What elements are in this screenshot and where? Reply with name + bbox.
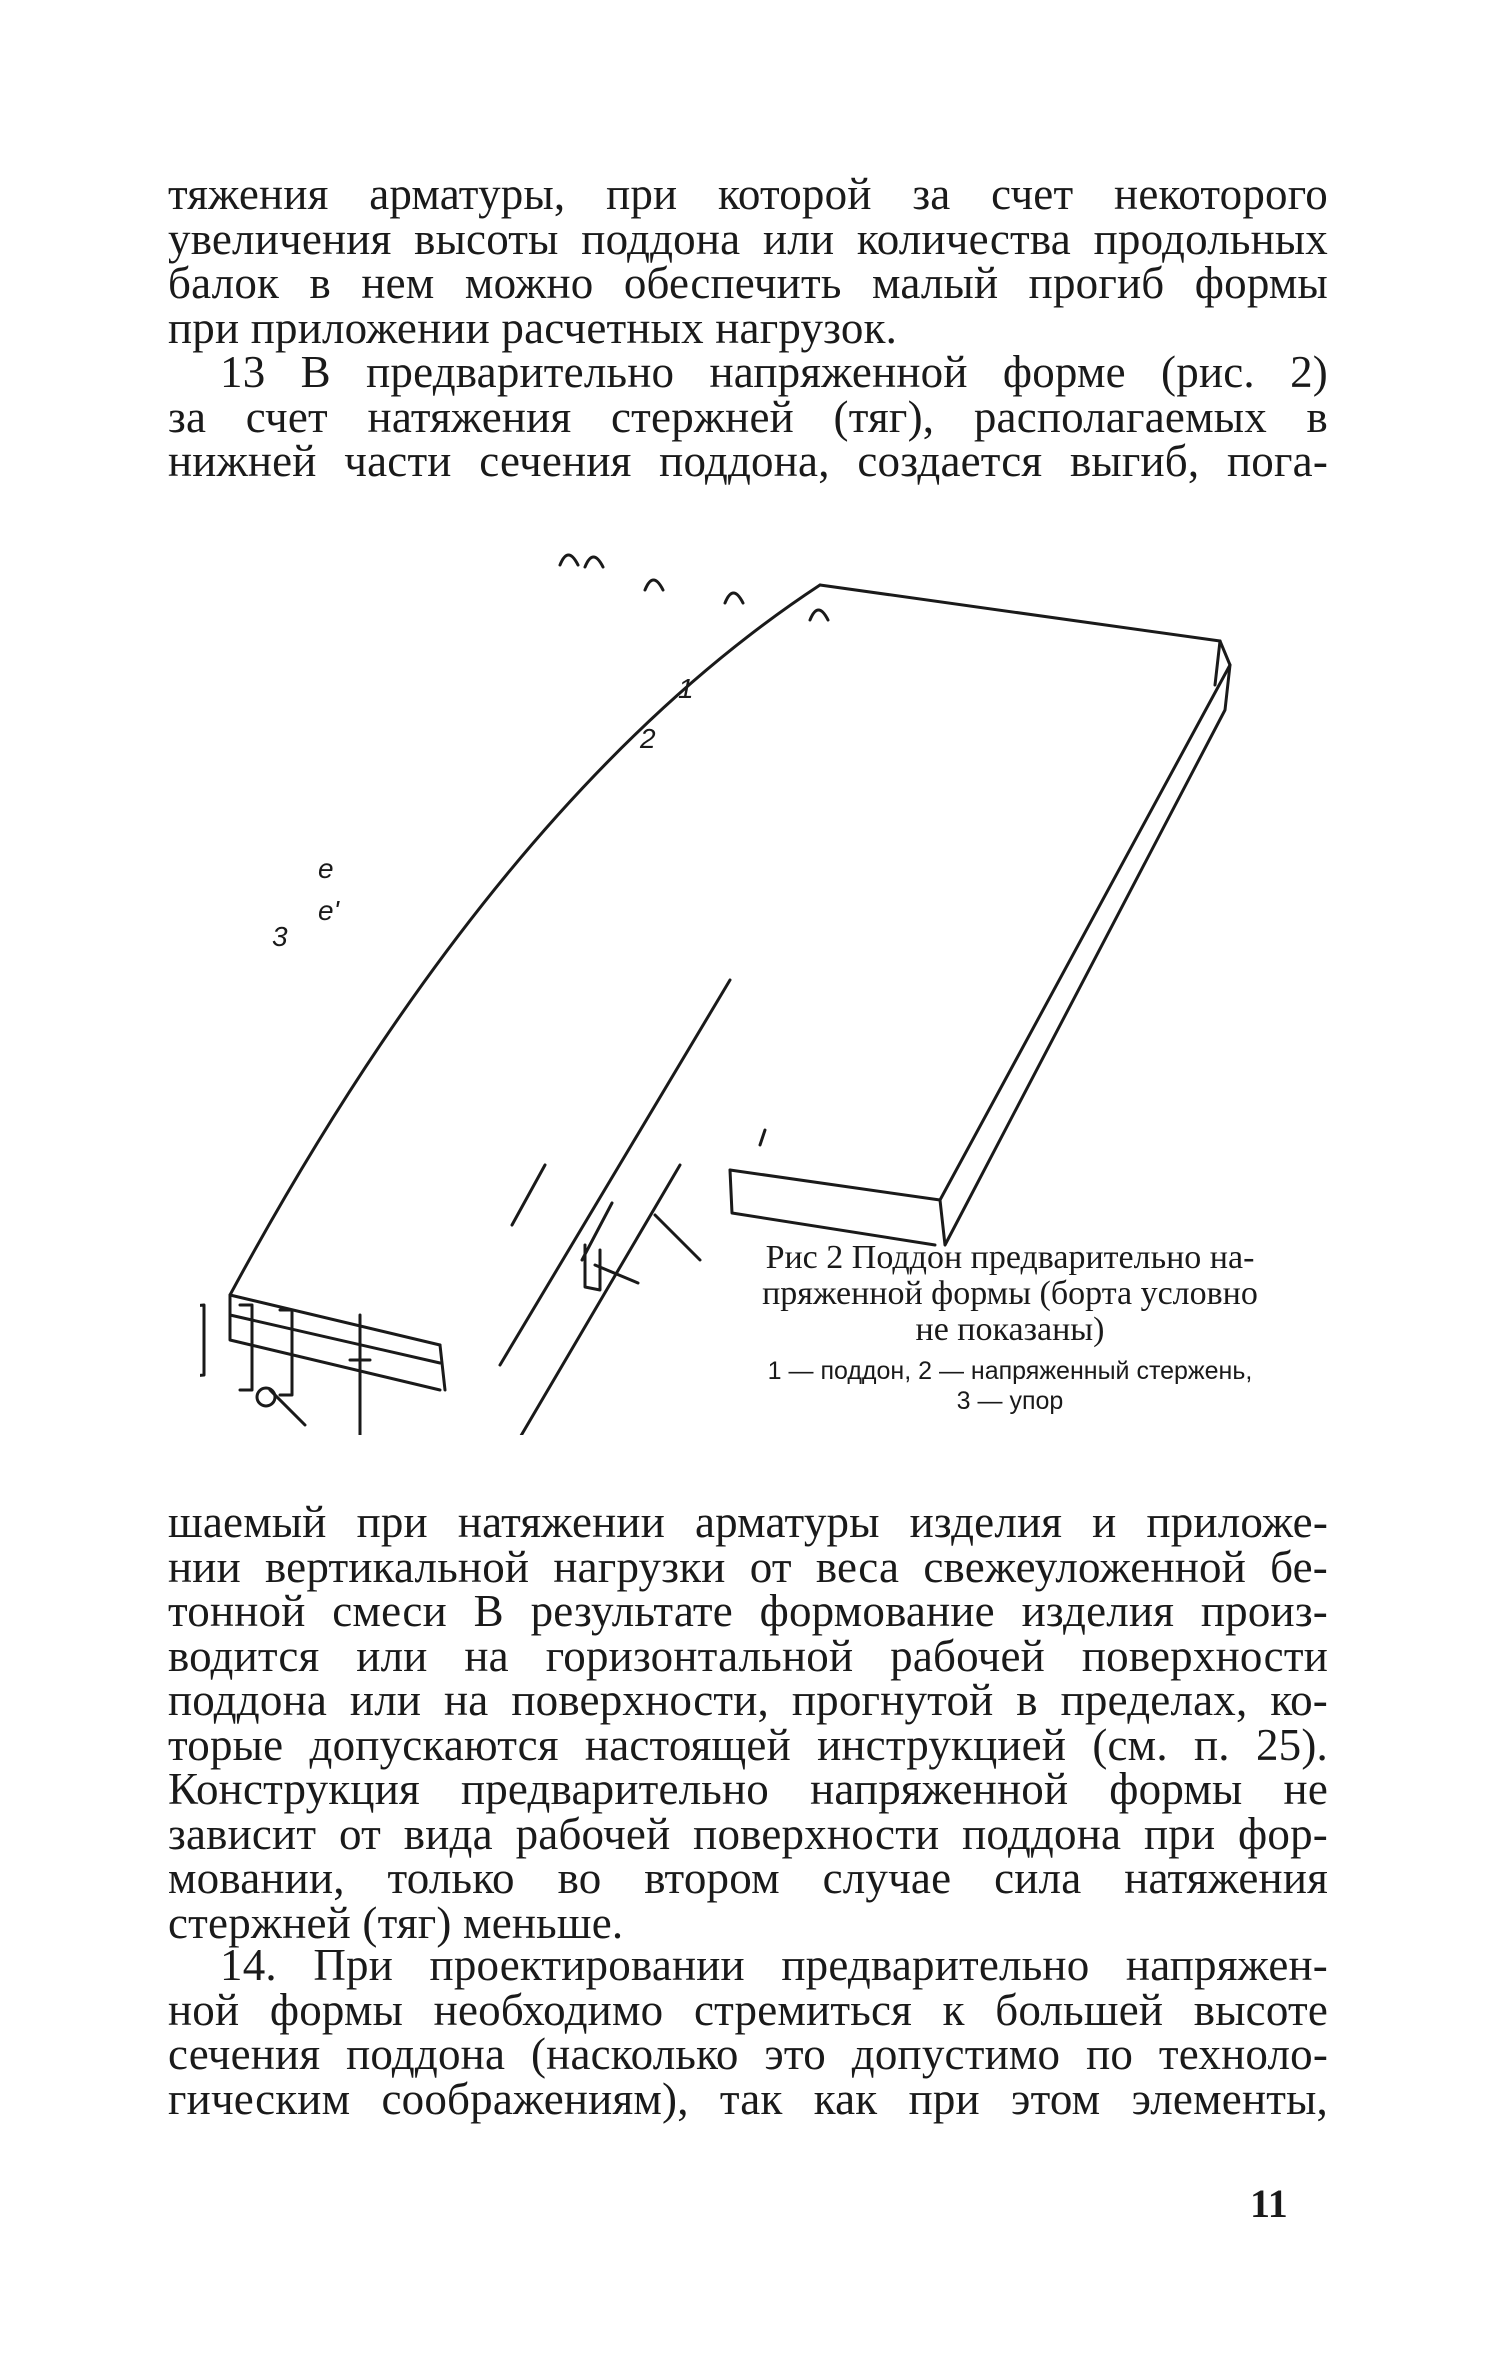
text-line: при приложении расчетных нагрузок. xyxy=(168,302,898,353)
caption-legend-line: 1 — поддон, 2 — напряженный стержень, xyxy=(767,1357,1253,1385)
text-line: стержней (тяг) меньше. xyxy=(168,1897,624,1948)
caption-legend-line: 3 — упор xyxy=(956,1387,1064,1415)
figure-caption xyxy=(700,1240,1320,1416)
page-number: 11 xyxy=(1250,2181,1288,2226)
text-line: шаемый при натяжении арматуры изделия и приложе- xyxy=(168,1497,1328,1547)
caption-title-line: пряженной формы (борта условно xyxy=(762,1275,1258,1312)
text-line: 14. При проектировании предварительно напряжен- xyxy=(220,1940,1328,1990)
text-line: мовании, только во втором случае сила натяжения xyxy=(168,1853,1328,1903)
text-line: тонной смеси В результате формование изделия произ- xyxy=(168,1586,1328,1636)
paragraph-14 xyxy=(168,1940,1328,2124)
text-line: водится или на горизонтальной рабочей поверхности xyxy=(168,1630,1328,1681)
caption-title-line: не показаны) xyxy=(915,1311,1105,1348)
text-line: за счет натяжения стержней (тяг), располагаемых в xyxy=(168,391,1328,442)
text-line: Конструкция предварительно напряженной формы не xyxy=(168,1764,1328,1814)
caption-title-line: Рис 2 Поддон предварительно на- xyxy=(765,1239,1255,1276)
figure-label-e-prime: e' xyxy=(318,895,339,926)
text-line: увеличения высоты поддона или количества продольных xyxy=(168,213,1328,264)
text-line: балок в нем можно обеспечить малый прогиб формы xyxy=(168,258,1328,308)
figure-label-e: e xyxy=(318,853,334,884)
text-line: ной формы необходимо стремиться к большей высоте xyxy=(168,1984,1328,2035)
text-line: тяжения арматуры, при которой за счет некоторого xyxy=(168,169,1328,219)
paragraph-continuation-and-13 xyxy=(168,169,1328,486)
text-line: зависит от вида рабочей поверхности поддона при фор- xyxy=(168,1808,1328,1859)
text-line: сечения поддона (насколько это допустимо по техноло- xyxy=(168,2029,1328,2079)
text-line: 13 В предварительно напряженной форме (рис. 2) xyxy=(220,347,1328,397)
figure-label-1: 1 xyxy=(678,673,694,704)
text-line: нижней части сечения поддона, создается выгиб, пога- xyxy=(168,436,1328,486)
paragraph-continuation xyxy=(168,1497,1328,1948)
text-line: торые допускаются настоящей инструкцией (см. п. 25). xyxy=(168,1719,1328,1770)
figure-label-2: 2 xyxy=(640,723,656,754)
figure-label-3: 3 xyxy=(272,921,288,952)
text-line: гическим соображениям), так как при этом элементы, xyxy=(168,2073,1328,2124)
text-line: нии вертикальной нагрузки от веса свежеуложенной бе- xyxy=(168,1541,1328,1592)
text-line: поддона или на поверхности, прогнутой в пределах, ко- xyxy=(168,1675,1328,1725)
